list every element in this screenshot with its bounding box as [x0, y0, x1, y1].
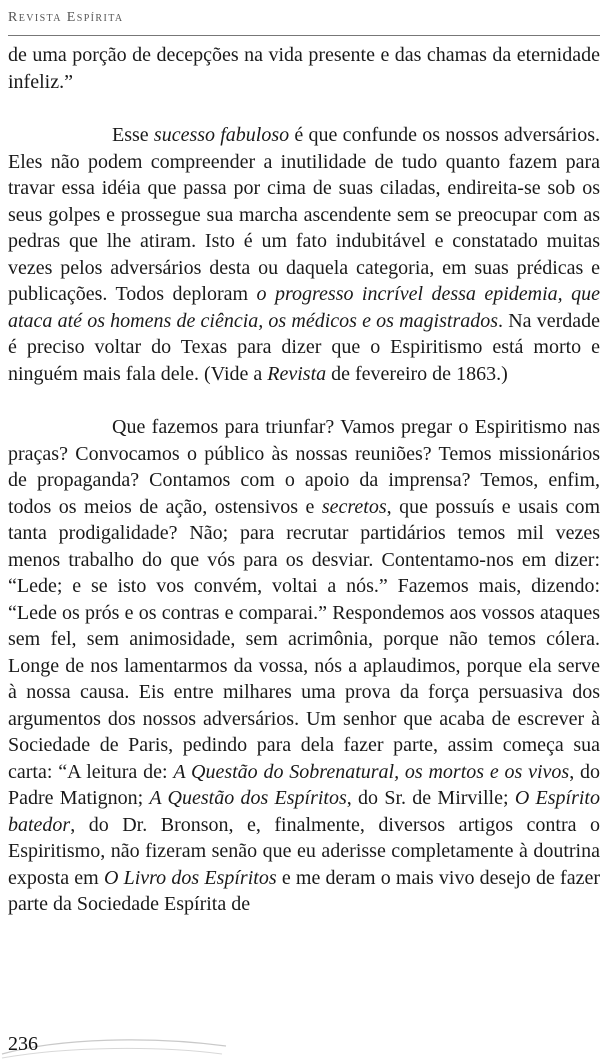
italic-run: sucesso fabuloso — [153, 124, 290, 146]
page-number: 236 — [8, 1033, 38, 1055]
paragraph — [8, 414, 600, 918]
text-run: e me deram o mais vivo desejo de fazer parte da Sociedade Espírita de — [8, 866, 600, 915]
text-run: , do Padre Matignon; — [8, 760, 601, 809]
text-run: de uma porção de decepções na vida presente e das chamas da eternidade infeliz.” — [8, 44, 600, 93]
page-body — [8, 42, 600, 918]
paragraph — [8, 122, 600, 387]
text-run: é que confunde os nossos adversários. Eles não podem compreender a inutilidade de tudo quanto fazem para travar essa idéia que passa por cima de suas ciladas, endireita-se sob os seus golpes e prossegue sua marcha ascendente sem se preocupar com as pedras que lhe atiram. Isto é um fato indubitável e constatado muitas vezes pelos adversários desta ou daquela categoria, em suas prédicas e publicações. Todos deploram — [8, 124, 600, 305]
text-run: Que fazemos para triunfar? Vamos pregar o Espiritismo nas praças? Convocamos o público às nossas reuniões? Temos missionários de propaganda? Contamos com o apoio da imprensa? Temos, enfim, todos os meios de ação, ostensivos e — [8, 416, 600, 518]
italic-run: A Questão do Sobrenatural, os mortos e os vivos — [173, 760, 570, 783]
text-run: , do Sr. de Mirville; — [346, 787, 515, 809]
text-run: de fevereiro de 1863.) — [326, 362, 508, 385]
paragraph — [8, 42, 600, 95]
text-run: Esse — [112, 124, 154, 146]
italic-run: O Livro dos Espíritos — [103, 866, 277, 889]
header-rule — [8, 35, 600, 36]
italic-run: o progresso incrível dessa epidemia, que ataca até os homens de ciência, os médicos e os magistrados — [8, 283, 600, 332]
running-header: Revista Espírita — [8, 10, 124, 25]
text-run: , do Dr. Bronson, e, finalmente, diversos artigos contra o Espiritismo, não fizeram senão que eu aderisse completamente à doutrina exposta em — [8, 813, 600, 889]
italic-run: secretos — [321, 495, 387, 518]
italic-run: A Questão dos Espíritos — [149, 787, 347, 809]
italic-run: Revista — [267, 362, 327, 385]
text-run: , que possuís e usais com tanta prodigalidade? Não; para recrutar partidários temos mil vezes menos trabalho do que vós para os desviar. Contentamo-nos em dizer: “Lede; e se isto vos convém, voltai a nós.” Fazemos mais, dizendo: “Lede os prós e os contras e comparai.” Respondemos aos vossos ataques sem fel, sem animosidade, sem acrimônia, porque não temos cólera. Longe de nos lamentarmos da vossa, nós a aplaudimos, porque ela serve à nossa causa. Eis entre milhares uma prova da força persuasiva dos argumentos dos nossos adversários. Um senhor que acaba de escrever à Sociedade de Paris, pedindo para dela fazer parte, assim começa sua carta: “A leitura de: — [8, 495, 601, 783]
text-run: . Na verdade é preciso voltar do Texas para dizer que o Espiritismo está morto e ninguém mais fala dele. (Vide a — [8, 309, 600, 385]
italic-run: O Espírito batedor — [8, 787, 600, 836]
